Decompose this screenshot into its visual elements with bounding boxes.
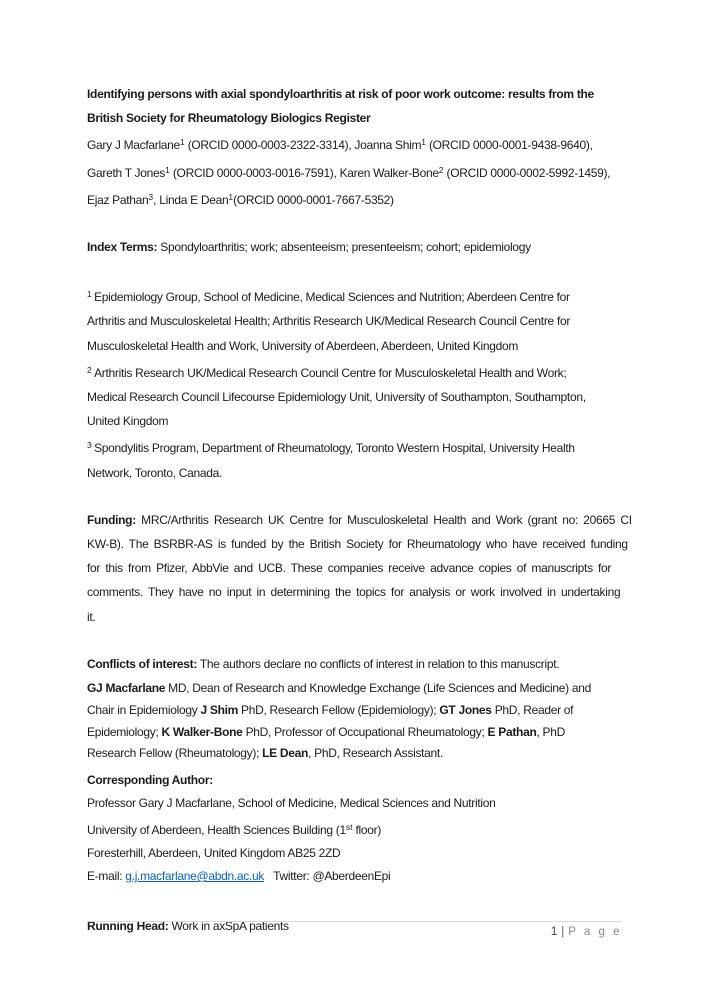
- text-run: Professor Gary J Macfarlane, School of Medicine, Medical Sciences and Nutrition: [87, 796, 496, 811]
- text-line: [87, 358, 622, 385]
- text-run: E-mail:: [87, 869, 126, 884]
- text-run: KW-B). The BSRBR-AS is funded by the British Society for Rheumatology who have received funding: [87, 537, 628, 552]
- text-line: [87, 769, 622, 792]
- text-line: [87, 82, 622, 106]
- text-line: [87, 700, 622, 722]
- text-run: British Society for Rheumatology Biologics Register: [87, 111, 371, 126]
- text-line: [87, 106, 622, 130]
- author-bios: [87, 678, 622, 765]
- text-line: [87, 743, 622, 765]
- text-line: [87, 130, 622, 157]
- text-run: United Kingdom: [87, 414, 169, 429]
- conflicts-of-interest: [87, 652, 622, 676]
- text-line: [87, 580, 622, 604]
- text-run: Network, Toronto, Canada.: [87, 465, 223, 480]
- page-number: 1: [550, 926, 558, 938]
- text-run: GT Jones: [439, 702, 492, 717]
- text-run: Gareth T Jones: [87, 165, 166, 180]
- text-run: (ORCID 0000-0003-2322-3314), Joanna Shim: [184, 138, 422, 153]
- text-run: Twitter: @AberdeenEpi: [264, 869, 391, 884]
- superscript: 1: [421, 137, 426, 148]
- text-line: [87, 385, 622, 409]
- text-run: MRC/Arthritis Research UK Centre for Musculoskeletal Health and Work (grant no: 20665 CI: [135, 512, 632, 527]
- text-run: Identifying persons with axial spondyloarthritis at risk of poor work outcome: results from the: [87, 87, 594, 101]
- text-line: [87, 816, 622, 842]
- text-run: floor): [352, 822, 382, 837]
- text-run: (ORCID 0000-0002-5992-1459),: [443, 165, 611, 180]
- text-run: (ORCID 0000-0001-7667-5352): [233, 192, 394, 207]
- text-run: Ejaz Pathan: [87, 192, 149, 207]
- text-run: The authors declare no conflicts of interest in relation to this manuscript.: [197, 656, 560, 671]
- text-run: Foresterhill, Aberdeen, United Kingdom AB25 2ZD: [87, 845, 341, 860]
- text-run: Running Head:: [87, 919, 169, 934]
- text-run: University of Aberdeen, Health Sciences Building (1: [87, 822, 346, 837]
- text-run: LE Dean: [262, 746, 309, 761]
- text-line: [87, 678, 622, 700]
- text-run: it.: [87, 609, 96, 624]
- text-run: Conflicts of interest:: [87, 656, 198, 671]
- text-run: Chair in Epidemiology: [87, 702, 201, 717]
- text-line: [87, 282, 622, 309]
- text-run: (ORCID 0000-0003-0016-7591), Karen Walker-Bone: [169, 165, 439, 180]
- text-run: GJ Macfarlane: [87, 681, 166, 696]
- funding-statement: [87, 508, 632, 629]
- superscript: 2: [438, 164, 444, 175]
- corresponding-author: [87, 769, 622, 888]
- superscript: 2: [87, 364, 95, 375]
- superscript: 1: [179, 137, 185, 148]
- author-list: [87, 130, 622, 212]
- superscript: 1: [228, 191, 234, 202]
- text-run: comments. They have no input in determining the topics for analysis or work involved in undertaking: [87, 585, 621, 600]
- text-line: [87, 409, 622, 433]
- footer-separator: |: [561, 926, 565, 938]
- superscript: st: [345, 821, 353, 832]
- affiliation-2: [87, 358, 622, 434]
- text-line: [87, 605, 622, 629]
- text-line: [87, 185, 622, 212]
- index-terms: [87, 235, 622, 259]
- text-run: E Pathan: [487, 724, 537, 739]
- text-line: [87, 433, 622, 460]
- text-run: Epidemiology Group, School of Medicine, Medical Sciences and Nutrition; Aberdeen Centre for: [94, 290, 570, 305]
- text-run: Spondyloarthritis; work; absenteeism; presenteeism; cohort; epidemiology: [157, 240, 531, 255]
- text-line: [87, 508, 632, 532]
- text-line: [87, 235, 622, 259]
- text-line: [87, 532, 628, 556]
- text-run: (ORCID 0000-0001-9438-9640),: [425, 138, 593, 153]
- footer-text: [87, 922, 622, 938]
- affiliation-3: [87, 433, 622, 484]
- text-run: Index Terms:: [87, 240, 158, 255]
- paper-title: [87, 82, 622, 130]
- text-line: [87, 792, 622, 815]
- text-run: Arthritis and Musculoskeletal Health; Arthritis Research UK/Medical Research Council Centre for: [87, 314, 571, 329]
- superscript: 1: [87, 289, 95, 300]
- text-run: , PhD: [536, 724, 565, 739]
- text-run: Corresponding Author:: [87, 773, 213, 788]
- text-run: PhD, Professor of Occupational Rheumatology;: [242, 724, 488, 739]
- text-run: PhD, Reader of: [491, 702, 574, 717]
- affiliation-1: [87, 282, 622, 358]
- text-line: [87, 461, 622, 485]
- text-line: [87, 556, 622, 580]
- superscript: 3: [87, 440, 95, 451]
- text-run: Musculoskeletal Health and Work, University of Aberdeen, Aberdeen, United Kingdom: [87, 338, 519, 353]
- text-run: Research Fellow (Rheumatology);: [87, 746, 263, 761]
- text-run: MD, Dean of Research and Knowledge Exchange (Life Sciences and Medicine) and: [165, 681, 591, 696]
- text-line: [87, 309, 622, 333]
- text-line: [87, 334, 622, 358]
- text-run: Work in axSpA patients: [168, 919, 289, 934]
- superscript: 1: [165, 164, 170, 175]
- text-run: Funding:: [87, 512, 136, 527]
- text-run: K Walker-Bone: [161, 724, 243, 739]
- text-run: Spondylitis Program, Department of Rheumatology, Toronto Western Hospital, University Health: [94, 441, 575, 456]
- text-line: [87, 865, 622, 888]
- footer-page-label: P a g e: [568, 926, 622, 938]
- text-run: Gary J Macfarlane: [87, 138, 180, 153]
- text-run: Epidemiology;: [87, 724, 162, 739]
- text-line: [87, 652, 622, 676]
- text-line: [87, 722, 622, 744]
- text-run: J Shim: [200, 702, 239, 717]
- text-line: [87, 842, 622, 865]
- text-run: Medical Research Council Lifecourse Epidemiology Unit, University of Southampton, Southampton,: [87, 390, 586, 405]
- text-run: Arthritis Research UK/Medical Research Council Centre for Musculoskeletal Health and Work;: [94, 365, 567, 380]
- superscript: 3: [148, 191, 154, 202]
- text-run: , PhD, Research Assistant.: [308, 746, 443, 761]
- text-line: [87, 158, 622, 185]
- text-run: , Linda E Dean: [153, 192, 229, 207]
- email-link[interactable]: g.j.macfarlane@abdn.ac.uk: [125, 869, 265, 884]
- page-content: [87, 82, 632, 938]
- text-run: for this from Pfizer, AbbVie and UCB. These companies receive advance copies of manuscripts for: [87, 561, 612, 576]
- page-footer: [87, 921, 622, 938]
- text-run: PhD, Research Fellow (Epidemiology);: [238, 702, 440, 717]
